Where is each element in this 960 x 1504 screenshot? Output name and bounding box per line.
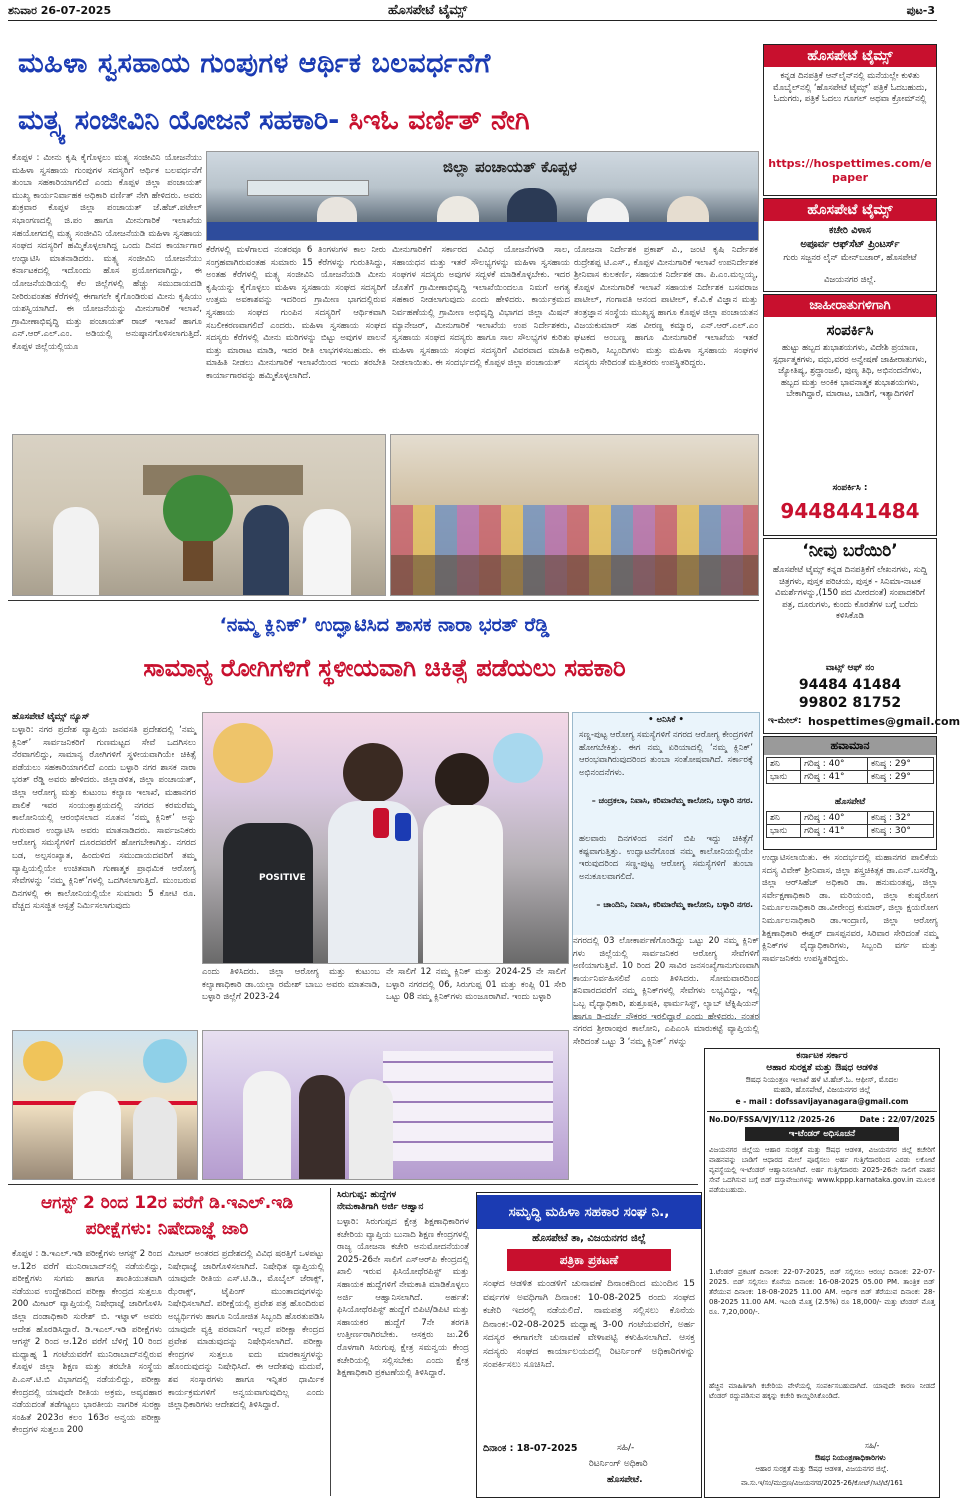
tender-dept: ಆಹಾರ ಸುರಕ್ಷತೆ ಮತ್ತು ಔಷಧ ಆಡಳಿತ (766, 1063, 878, 1073)
notice-town: ಹೊಸಪೇಟೆ. (607, 1475, 643, 1485)
opinion-quote1-by: – ಚಂದ್ರಕಲಾ, ನಿವಾಸಿ, ಕರಿಮಾರೆಮ್ಮ ಕಾಲೋನಿ, ಬಳ್ಳಾರಿ ನಗರ. (591, 796, 753, 805)
clinic-col4: ನಗರದಲ್ಲಿ 03 ಲೋಕಾರ್ಪಣೆಗೊಂಡಿದ್ದು ಒಟ್ಟು 20 ನಮ್ಮ ಕ್ಲಿನಿಕ್ ಗಳು ಜಿಲ್ಲೆಯಲ್ಲಿ ಸಾರ್ವಜನಿಕರ ಆರೋಗ್ಯ ಸೇವೆಗಳಿಗೆ ಅಣಿಯಾಗುತ್ತಿವೆ. 10 ರಿಂದ 20 ಸಾವಿರ ಜನಸಂಖ್ಯೆಗಾನುಗುಣವಾಗಿ ಕಾರ್ಯನಿರ್ವಹಿಸಲಿವೆ ಎಂದು ತಿಳಿಸಿದರು. ಸೋಮವಾರದಿಂದ ಶನಿವಾರದವರೆಗೆ ನಮ್ಮ ಕ್ಲಿನಿಕ್‌ಗಳಲ್ಲಿ ಸೇವೆಗಳು ಲಭ್ಯವಿದ್ದು, ಇಲ್ಲಿ ಒಬ್ಬ ವೈದ್ಯಾಧಿಕಾರಿ, ಶುಶ್ರೂಷಕಿ, ಫಾರ್ಮಸಿಸ್ಟ್, ಲ್ಯಾಬ್ ಟೆಕ್ನಿಷಿಯನ್ ಹಾಗೂ ಡಿ-ದರ್ಜೆ ನೌಕರರ ಇರಲಿದ್ದಾರೆ ಎಂದು ಹೇಳಿದರು. ನಂತರ ನಗರದ ಶ್ರೀರಾಂಪುರ ಕಾಲೋನಿ, ಎಪಿಎಂಸಿ ಮಾರುಕಟ್ಟೆ ವ್ಯಾಪ್ತಿಯಲ್ಲಿ ಸೇರಿದಂತೆ ಒಟ್ಟು 3 ‘ನಮ್ಮ ಕ್ಲಿನಿಕ್’ ಗಳನ್ನು (573, 936, 759, 1047)
exam-col2: ಮೀಟರ್ ಅಂತರದ ಪ್ರದೇಶದಲ್ಲಿ ವಿವಿಧ ಷರತ್ತಿಗೆ ಒಳಪಟ್ಟು ನಿಷೇಧಾಜ್ಞೆ ಜಾರಿಗೊಳಿಸಲಾಗಿದೆ. ನಿಷೇಧಿತ ವ್ಯಾಪ್ತಿಯಲ್ಲಿ ಯಾವುದೇ ರೀತಿಯ ಎಸ್.ಟಿ.ಡಿ., ಮೊಬೈಲ್ ಜೆರಾಕ್ಸ್, ಝೆರಾಕ್ಸ್, ಟೈಪಿಂಗ್ ಮುಂತಾದವುಗಳನ್ನು ನಿಷೇಧಿಸಲಾಗಿದೆ. ಪರೀಕ್ಷೆಯಲ್ಲಿ ಪ್ರವೇಶ ಪತ್ರ ಹೊಂದಿರುವ ಅಭ್ಯರ್ಥಿಗಳು ಹಾಗೂ ನಿಯೋಜಿತ ಸಿಬ್ಬಂದಿ ಹೊರತುಪಡಿಸಿ ಯಾವುದೇ ವ್ಯಕ್ತಿ ಪರವಾನಿಗೆ ಇಲ್ಲದೆ ಪರೀಕ್ಷಾ ಕೇಂದ್ರದ ಪ್ರವೇಶ ಮಾಡುವುದನ್ನು ನಿಷೇಧಿಸಲಾಗಿದೆ. ಪರೀಕ್ಷಾ ಕೇಂದ್ರಗಳ ಸುತ್ತಲೂ ಐದು ಮಾರಕಾಸ್ತ್ರಗಳನ್ನು ಹೊಂದುವುದನ್ನು ನಿಷೇಧಿಸಿದೆ. ಈ ಆದೇಶವು ಮದುವೆ, ಶವ ಸಂಸ್ಕಾರಗಳು ಹಾಗೂ ಇನ್ನಿತರ ಧಾರ್ಮಿಕ ಕಾರ್ಯಕ್ರಮಗಳಿಗೆ ಅನ್ವಯವಾಗುವುದಿಲ್ಲ ಎಂದು ಜಿಲ್ಲಾಧಿಕಾರಿಗಳು ಆದೇಶದಲ್ಲಿ ತಿಳಿಸಿದ್ದಾರೆ. (168, 1249, 324, 1411)
section-divider (8, 600, 759, 601)
weather-row (767, 758, 934, 771)
write-title: ‘ನೀವು ಬರೆಯಿರಿ’ (802, 541, 898, 561)
weather-max: ಗರಿಷ್ಠ : 41° (801, 825, 868, 838)
tender-ref: No.DO/FSSA/VJY/112 /2025-26 (709, 1115, 835, 1124)
office-ad (763, 198, 937, 292)
clinic-kicker: ‘ನಮ್ಮ ಕ್ಲಿನಿಕ್’ ಉದ್ಘಾಟಿಸಿದ ಶಾಸಕ ನಾರಾ ಭರತ್ ರೆಡ್ಡಿ (219, 614, 550, 636)
weather-day: ಶನಿ (767, 812, 801, 825)
exam-headline1: ಆಗಸ್ಟ್ 2 ರಿಂದ 12ರ ವರೆಗೆ ಡಿ.ಇಎಲ್.ಇಡಿ (40, 1193, 294, 1213)
weather-day: ಶನಿ (767, 758, 801, 771)
epaper-url[interactable]: https://hospettimes.com/epaper (768, 157, 932, 184)
clinic-byline: ಹೊಸಪೇಟೆ ಟೈಮ್ಸ್ ನ್ಯೂಸ್ (12, 712, 90, 722)
write-body: ಹೊಸಪೇಟೆ ಟೈಮ್ಸ್ ಕನ್ನಡ ದಿನಪತ್ರಿಕೆಗೆ ಲೇಖನಗಳು, ಸುದ್ದಿ ಚಿತ್ರಗಳು, ಪುಸ್ತಕ ಪರಿಚಯ, ಪುಸ್ತಕ - ಸಿನಿಮಾ-ನಾಟಕ ವಿಮರ್ಶೆಗಳನ್ನು,(150 ಪದ ಮೀರದಂತೆ) ಸಂಪಾದಕರಿಗೆ ಪತ್ರ, ದೂರುಗಳು, ಕುಂದು ಕೊರತೆಗಳ ಬಗ್ಗೆ ಬರೆದು ಕಳಿಸಿಕೊಡಿ (772, 565, 928, 621)
opinion-quote2-by: – ಚಾಂದಿನಿ, ನಿವಾಸಿ, ಕರಿಮಾರೆಮ್ಮ ಕಾಲೋನಿ, ಬಳ್ಳಾರಿ ನಗರ. (596, 900, 753, 909)
notice-place: ಹೊಸಪೇಟೆ ತಾ, ವಿಜಯನಗರ ಜಿಲ್ಲೆ (532, 1233, 646, 1244)
tender-govt: ಕರ್ನಾಟಕ ಸರ್ಕಾರ (796, 1051, 848, 1061)
bottom-divider (8, 1184, 698, 1185)
weather-day: ಭಾನು (767, 825, 801, 838)
office-address: ಗುರು ಸಜ್ಜನರ ಲೈನ್ ಮೇನ್‌ಬಜಾರ್, ಹೊಸಪೇಟೆ (783, 253, 917, 263)
clinic-col1: ಬಳ್ಳಾರಿ: ನಗರ ಪ್ರದೇಶ ವ್ಯಾಪ್ತಿಯ ಜನವಸತಿ ಪ್ರದೇಶದಲ್ಲಿ ‘ನಮ್ಮ ಕ್ಲಿನಿಕ್’ ಸಾರ್ವಜನಿಕರಿಗೆ ಗುಣಮಟ್ಟದ ಸೇವೆ ಒದಗಿಸಲು ನೆರವಾಗಲಿದ್ದು, ಸಾಮಾನ್ಯ ರೋಗಿಗಳಿಗೆ ಸ್ಥಳೀಯವಾಗಿಯೇ ಚಿಕಿತ್ಸೆ ಪಡೆಯಲು ಸಹಕಾರಿಯಾಗಲಿದೆ ಎಂದು ಬಳ್ಳಾರಿ ನಗರ ಶಾಸಕ ನಾರಾ ಭರತ್ ರೆಡ್ಡಿ ಅವರು ಹೇಳಿದರು. ಜಿಲ್ಲಾಡಳಿತ, ಜಿಲ್ಲಾ ಪಂಚಾಯತ್, ಜಿಲ್ಲಾ ಆರೋಗ್ಯ ಮತ್ತು ಕುಟುಂಬ ಕಲ್ಯಾಣ ಇಲಾಖೆ, ಮಹಾನಗರ ಪಾಲಿಕೆ ಇವರ ಸಂಯುಕ್ತಾಶ್ರಯದಲ್ಲಿ ನಗರದ ಕರಮರೆಮ್ಮ ಕಾಲೋನಿಯಲ್ಲಿ ಆರಂಭಿಸಲಾದ ನೂತನ ‘ನಮ್ಮ ಕ್ಲಿನಿಕ್’ ಅನ್ನು ಗುರುವಾರ ಉದ್ಘಾಟಿಸಿ ಅವರು ಮಾತನಾಡಿದರು. ಸಾರ್ವಜನಿಕರು ಆರೋಗ್ಯ ಸಮಸ್ಯೆಗಳಿಗೆ ದೂರದವರೆಗೆ ಹೋಗಬೇಕಾಗಿತ್ತು. ನಗರದ ಬಡ, ಅಲ್ಪಸಂಖ್ಯಾತ, ಹಿಂದುಳಿದ ಸಮುದಾಯದವರಿಗೆ ತಮ್ಮ ವ್ಯಾಪ್ತಿಯಲ್ಲಿಯೇ ಉಚಿತವಾಗಿ ಗುಣಾತ್ಮಕ ಪ್ರಾಥಮಿಕ ಆರೋಗ್ಯ ಸೇವೆಗಳನ್ನು ‘ನಮ್ಮ ಕ್ಲಿನಿಕ್’ಗಳಲ್ಲಿ ಒದಗಿಸಲಾಗುತ್ತಿದೆ. ಮುಂಬರುವ ದಿನಗಳಲ್ಲಿ ಈ ಕಾಲೋನಿಯಲ್ಲಿಯೇ ಸುಮಾರು 5 ಕೋಟಿ ರೂ. ವೆಚ್ಚದ ಸುಸಜ್ಜಿತ ಆಸ್ಪತ್ರೆ ನಿರ್ಮಿಸಲಾಗುವುದು (12, 725, 196, 912)
top-story-col3: ಮೀನುಗಾರಿಕೆಗೆ ಸರ್ಕಾರದ ವಿವಿಧ ಯೋಜನೆಗಳಡಿ ಸಾಲ, ಸಹಾಯಧನ ಮತ್ತು ಇತರೆ ಸೌಲಭ್ಯಗಳನ್ನು ಮಹಿಳಾ ಸ್ವಸಹಾಯ ಸಂಘಗಳ ಸದಸ್ಯರು ಅವುಗಳ ಸದ್ಬಳಕೆ ಮಾಡಿಕೊಳ್ಳಬೇಕು. ಇದರ ಜೊತೆಗೆ ಗ್ರಾಮೀಣಾಭಿವೃದ್ಧಿ ಇಲಾಖೆಯಿಂದಲೂ ನಿಮಗೆ ಅಗತ್ಯ ಸಹಕಾರ ನೀಡಲಾಗುವುದು ಎಂದು ಹೇಳಿದರು. ಕಾರ್ಯಕ್ರಮದ ನಿರ್ವಹಣೆಯಲ್ಲಿ ಗ್ರಾಮೀಣ ಅಭಿವೃದ್ಧಿ ವಿಭಾಗದ ಜಿಲ್ಲಾ ಮಿಷನ್ ಮ್ಯಾನೇಜರ್, ಮೀನುಗಾರಿಕೆ ಇಲಾಖೆಯ ಉಪ ನಿರ್ದೇಶಕರು, ಸ್ವಸಹಾಯ ಸಂಘದ ಸದಸ್ಯರು ಹಾಗೂ ಸಾಲ ಸೌಲಭ್ಯಗಳ ಕುರಿತು ಮಹಿಳಾ ಸ್ವಸಹಾಯ ಸಂಘದ ಸದಸ್ಯರಿಗೆ ವಿವರವಾದ ಮಾಹಿತಿ ನೀಡಲಾಯಿತು. ಈ ಸಂದರ್ಭದಲ್ಲಿ ಕೊಪ್ಪಳ ಜಿಲ್ಲಾ ಪಂಚಾಯತ್ (392, 245, 570, 369)
advert-title: ಜಾಹೀರಾತುಗಳಿಗಾಗಿ (764, 295, 936, 317)
top-headline-main: ಮತ್ಸ್ಯ ಸಂಜೀವಿನಿ ಯೋಜನೆ ಸಹಕಾರಿ- (18, 105, 349, 136)
top-story-col4: ಯೋಜನಾ ನಿರ್ದೇಶಕ ಪ್ರಕಾಶ್ ವಿ., ಜಂಟಿ ಕೃಷಿ ನಿರ್ದೇಶಕ ರುದ್ರೇಶಪ್ಪ ಟಿ.ಎಸ್., ಕೊಪ್ಪಳ ಮೀನುಗಾರಿಕೆ ಇಲಾಖೆ ಉಪನಿರ್ದೇಶಕ ಶ್ರೀನಿವಾಸ ಕುಲಕರ್ಣಿ, ಸಹಾಯಕ ನಿರ್ದೇಶಕ ಡಾ. ಪಿ.ಎಂ.ಮಲ್ಲಯ್ಯ, ಕೊಪ್ಪಳ ಮೀನುಗಾರಿಕೆ ಇಲಾಖೆ ಸಹಾಯಕ ನಿರ್ದೇಶಕ ಬಸವರಾಜ ಪಾಟೀಲ್, ಗಂಗಾವತಿ ಆನಂದ ಪಾಟೀಲ್, ಕೆ.ವಿ.ಕೆ ವಿಜ್ಞಾನ ಮತ್ತು ತಂತ್ರಜ್ಞಾನ ಸಂಸ್ಥೆಯ ಮುಖ್ಯಸ್ಥ ಹಾಗೂ ಕೊಪ್ಪಳ ಜಿಲ್ಲಾ ಪಂಚಾಯತನ ವಿಜಯಕುಮಾರ್ ಸಹ ವೀರಣ್ಣ ಕಮ್ಮಾರ, ಎನ್.ಆರ್.ಎಲ್.ಎಂ ಘಟಕದ ಅಂಬಣ್ಣ ಹಾಗೂ ಮೀನುಗಾರಿಕೆ ಇಲಾಖೆಯ ಇತರೆ ಅಧಿಕಾರಿ, ಸಿಬ್ಬಂದಿಗಳು ಮತ್ತು ಮಹಿಳಾ ಸ್ವಸಹಾಯ ಸಂಘಗಳ ಸದಸ್ಯರು ಸೇರಿದಂತೆ ಮತ್ತಿತರರು ಉಪಸ್ಥಿತರಿದ್ದರು. (574, 245, 758, 369)
tender-body3: ಹೆಚ್ಚಿನ ಮಾಹಿತಿಗಾಗಿ ಕಚೇರಿಯ ವೇಳೆಯಲ್ಲಿ ಸಂಪರ್ಕಿಸಬಹುದಾಗಿದೆ. ಯಾವುದೇ ಕಾರಣ ನೀಡದೆ ಟೆಂಡರ್ ರದ್ದುಪಡಿಸುವ ಹಕ್ಕನ್ನು ಕಚೇರಿ ಕಾಯ್ದಿರಿಸಿಕೊಂಡಿದೆ. (709, 1382, 935, 1400)
opinion-quote2: ಹಲವಾರು ದಿನಗಳಿಂದ ನನಗೆ ಬಿಪಿ ಇದ್ದು ಚಿಕಿತ್ಸೆಗೆ ಕಷ್ಟವಾಗುತ್ತಿತ್ತು. ಉದ್ಘಾಟನೆಗೊಂಡ ನಮ್ಮ ಕಾಲೋನಿಯಲ್ಲಿಯೇ ಇರುವುದರಿಂದ ಸಣ್ಣ-ಪುಟ್ಟ ಆರೋಗ್ಯ ಸಮಸ್ಯೆಗಳಿಗೆ ತುಂಬಾ ಅನುಕೂಲವಾಗಲಿದೆ. (579, 834, 753, 882)
weather-title: ಹವಾಮಾನ (764, 737, 936, 755)
mic-label: POSITIVE (259, 873, 306, 883)
weather-min: ಕನಿಷ್ಠ : 32° (867, 812, 933, 825)
weather-row (767, 771, 934, 784)
advert-body: ಹುಟ್ಟು ಹಬ್ಬದ ಶುಭಾಶಯಗಳು, ವಿದೇಶಿ ಪ್ರಯಾಣ, ಸ್ಪರ್ಧಾತ್ಮಕಗಳು, ವಧು,ವರರ ಅನ್ವೇಷಣೆ ಜಾಹೀರಾತುಗಳು, ಜ್ಯೋತಿಷ್ಯ, ಶ್ರದ್ಧಾಂಜಲಿ, ಪುಣ್ಯ ತಿಥಿ, ಅಭಿನಂದನೆಗಳು, ಹಬ್ಬದ ಮತ್ತು ಅಂಕಿಕ ಭಾವನಾತ್ಮಕ ಶುಭಾಶಯಗಳು, ಬೇಕಾಗಿದ್ದಾರೆ, ಮಾರಾಟ, ಬಾಡಿಗೆ, ಇತ್ಯಾದಿಗಳಿಗೆ (772, 343, 927, 399)
notice-title: ಸಮೃದ್ಧಿ ಮಹಿಳಾ ಸಹಕಾರ ಸಂಘ ನಿ., (477, 1195, 701, 1229)
notice-body: ಸಂಘದ ಆಡಳಿತ ಮಂಡಳಿಗೆ ಚುನಾವಣೆ ದಿನಾಂಕದಿಂದ ಮುಂದಿನ 15 ವರ್ಷಗಳ ಅವಧಿಗಾಗಿ ದಿನಾಂಕ: 10-08-2025 ರಂದು ಸಂಘದ ಕಚೇರಿ ಇದರಲ್ಲಿ ನಡೆಯಲಿದೆ. ನಾಮಪತ್ರ ಸಲ್ಲಿಸಲು ಕೊನೆಯ ದಿನಾಂಕ:-02-08-2025 ಮಧ್ಯಾಹ್ನ 3-00 ಗಂಟೆಯವರೆಗೆ, ಅರ್ಹ ಸದಸ್ಯರ ಈಗಾಗಲೇ ಚುನಾವಣೆ ವೇಳಾಪಟ್ಟಿ ಕಳುಹಿಸಲಾಗಿದೆ. ಆಸಕ್ತ ಸದಸ್ಯರು ಸಂಘದ ಕಾರ್ಯಾಲಯದಲ್ಲಿ ರಿಟರ್ನಿಂಗ್ ಅಧಿಕಾರಿಗಳನ್ನು ಸಂಪರ್ಕಿಸಲು ಸೂಚಿಸಿದೆ. (483, 1278, 695, 1370)
notice-label: ಪತ್ರಿಕಾ ಪ್ರಕಟಣೆ (507, 1249, 671, 1271)
weather-table2 (766, 811, 934, 838)
clinic-press-photo (202, 712, 569, 964)
write-to-us-box (763, 538, 960, 734)
weather-day: ಭಾನು (767, 771, 801, 784)
office-label: ಕಚೇರಿ ವಿಳಾಸ (829, 225, 871, 236)
tender-sign2: ಔಷಧ ನಿಯಂತ್ರಣಾಧಿಕಾರಿಗಳು (815, 1453, 886, 1462)
ribbon-cutting-photo (12, 1030, 198, 1180)
tender-body2: 1.ಟೆಂಡರ್ ಪ್ರಕಟಣೆ ದಿನಾಂಕ: 22-07-2025, ಬಿಡ್ ಸಲ್ಲಿಸಲು ಆರಂಭ ದಿನಾಂಕ: 22-07-2025. ಬಿಡ್ ಸಲ್ಲಿಸಲು ಕೊನೆಯ ದಿನಾಂಕ: 16-08-2025 05.00 PM. ತಾಂತ್ರಿಕ ಬಿಡ್ ತೆರೆಯುವ ದಿನಾಂಕ: 18-08-2025 11.00 AM. ಆರ್ಥಿಕ ಬಿಡ್ ತೆರೆಯುವ ದಿನಾಂಕ: 28-08-2025 11.00 AM. ಇಎಂಡಿ ಮೊತ್ತ (2.5%) ರೂ 18,000/- ಮತ್ತು ಟೆಂಡರ್ ಮೊತ್ತ ರೂ. 7,20,000/-. (709, 1268, 935, 1316)
opinion-quote1: ಸಣ್ಣ-ಪುಟ್ಟ ಆರೋಗ್ಯ ಸಮಸ್ಯೆಗಳಿಗೆ ನಗರದ ಆರೋಗ್ಯ ಕೇಂದ್ರಗಳಿಗೆ ಹೋಗಬೇಕಿತ್ತು. ಈಗ ನಮ್ಮ ಏರಿಯಾದಲ್ಲಿ ‘ನಮ್ಮ ಕ್ಲಿನಿಕ್’ ಆರಂಭವಾಗಿರುವುದರಿಂದ ತುಂಬಾ ಸಂತೋಷವಾಗಿದೆ. ಸರ್ಕಾರಕ್ಕೆ ಅಭಿನಂದನೆಗಳು. (579, 730, 753, 778)
audience-photo (390, 434, 759, 596)
page-number: ಪುಟ-3 (906, 4, 935, 17)
weather-box (763, 736, 937, 850)
tender-office: ಔಷಧ ನಿಯಂತ್ರಣ ಇಲಾಖೆ ಹಳೆ ಟಿ.ಹೆಚ್.ಓ. ಆಫೀಸ್, ಮೊದಲ (745, 1075, 899, 1084)
weather-min: ಕನಿಷ್ಠ : 29° (867, 771, 933, 784)
meeting-photo (206, 151, 759, 241)
opinion-label: • ಅನಿಸಿಕೆ • (648, 715, 684, 725)
plant-inauguration-photo (12, 434, 386, 596)
advert-contact-label: ಸಂಪರ್ಕಿಸಿ : (832, 483, 868, 493)
write-phone2[interactable]: 99802 81752 (798, 695, 902, 711)
write-email-label: ಇ-ಮೇಲ್: (768, 716, 802, 726)
pharmacy-photo (202, 1030, 569, 1180)
office-printer: ಅಪೂರ್ವ ಆಫ್‌ಸೆಟ್ ಪ್ರಿಂಟರ್ಸ್ (800, 239, 900, 250)
weather-max: ಗರಿಷ್ಠ : 40° (801, 758, 868, 771)
tender-email: e - mail : dofssavijayanagara@gmail.com (735, 1097, 909, 1106)
advert-phone[interactable]: 9448441484 (780, 499, 920, 523)
opinion-box (572, 712, 760, 1047)
siruguppa-subtitle: ನೇಮಕಾತಿಗಾಗಿ ಅರ್ಜಿ ಆಹ್ವಾನ (337, 1202, 424, 1212)
weather-row (767, 812, 934, 825)
write-whatsapp-label: ವಾಟ್ಸ್ ಆಫ್ ನಂ (825, 663, 875, 673)
tender-sign1: ಸಹಿ/- (865, 1441, 880, 1450)
clinic-col3: ನೇ ಸಾಲಿಗೆ 12 ನಮ್ಮ ಕ್ಲಿನಿಕ್ ಮತ್ತು 2024-25 ನೇ ಸಾಲಿಗೆ ಬಳ್ಳಾರಿ ನಗರದಲ್ಲಿ 06, ಸಿರುಗುಪ್ಪ 01 ಮತ್ತು ಕಂಪ್ಲಿ 01 ಸೇರಿ ಒಟ್ಟು 08 ನಮ್ಮ ಕ್ಲಿನಿಕ್‌ಗಳು ಮಂಜೂರಾಗಿವೆ. ಇಂದು ಬಳ್ಳಾರಿ (386, 967, 566, 1003)
siruguppa-title: ಸಿರುಗುಪ್ಪ: ಹುದ್ದೆಗಳ (337, 1190, 397, 1200)
office-district: ವಿಜಯನಗರ ಜಿಲ್ಲೆ. (823, 275, 877, 285)
advert-contact-box (763, 294, 937, 536)
tender-label: ಇ-ಟೆಂಡರ್ ಅಧಿಸೂಚನೆ (745, 1127, 899, 1141)
siruguppa-box (330, 1188, 473, 1496)
tender-footer: ವಾ.ಸು.ಇ/ಸಂ/ಮುದ್ರಣ/ವಿಜಯನಗರ/2025-26/ಕೋಟ್/ಸಿಟಿ/ಟೆ/161 (740, 1479, 904, 1487)
tender-body1: ವಿಜಯನಗರ ಜಿಲ್ಲೆಯ ಆಹಾರ ಸುರಕ್ಷತೆ ಮತ್ತು ಔಷಧ ಆಡಳಿತ, ವಿಜಯನಗರ ಜಿಲ್ಲೆ ಕಚೇರಿಗೆ ವಾಹನವನ್ನು ಬಾಡಿಗೆ ಆಧಾರದ ಮೇಲೆ ಪೂರೈಸಲು ಅರ್ಹ ಗುತ್ತಿಗೆದಾರರಿಂದ ಎರಡು ಲಕೋಟೆ ವ್ಯವಸ್ಥೆಯಲ್ಲಿ ಇ-ಟೆಂಡರ್ ಆಹ್ವಾನಿಸಲಾಗಿದೆ. ಅರ್ಹ ಗುತ್ತಿಗೆದಾರರು 2025-26ನೇ ಸಾಲಿಗೆ ವಾಹನ ಸೇವೆ ಒದಗಿಸುವ ಬಗ್ಗೆ ಬಿಡ್ ದಸ್ತಾವೇಜುಗಳನ್ನು www.kppp.karnataka.gov.in ಮೂಲಕ ಪಡೆಯಬಹುದು. (709, 1146, 935, 1194)
weather-row (767, 825, 934, 838)
office-ad-title: ಹೊಸಪೇಟೆ ಟೈಮ್ಸ್ (764, 199, 936, 221)
clinic-col2: ಎಂದು ತಿಳಿಸಿದರು. ಜಿಲ್ಲಾ ಆರೋಗ್ಯ ಮತ್ತು ಕುಟುಂಬ ಕಲ್ಯಾಣಾಧಿಕಾರಿ ಡಾ.ಯಲ್ಲಾ ರಮೇಶ್ ಬಾಬು ಅವರು ಮಾತನಾಡಿ, ಬಳ್ಳಾರಿ ಜಿಲ್ಲೆಗೆ 2023-24 (202, 967, 380, 1003)
top-headline-ceo: ಸಿಇಓ ವರ್ಣಿತ್ ನೇಗಿ (348, 105, 530, 136)
epaper-ad (763, 44, 937, 196)
tender-sign3: ಆಹಾರ ಸುರಕ್ಷತೆ ಮತ್ತು ಔಷಧ ಆಡಳಿತ, ವಿಜಯನಗರ ಜಿಲ್ಲೆ. (755, 1465, 889, 1473)
tender-office2: ಮಹಡಿ, ಹೊಸಪೇಟೆ, ವಿಜಯನಗರ ಜಿಲ್ಲೆ (773, 1085, 871, 1094)
notice-officer: ರಿಟರ್ನಿಂಗ್ ಅಧಿಕಾರಿ (589, 1459, 648, 1469)
exam-headline2: ಪರೀಕ್ಷೆಗಳು: ನಿಷೇದಾಜ್ಞೆ ಜಾರಿ (85, 1219, 249, 1239)
weather-city2: ಹೊಸಪೇಟೆ (834, 797, 866, 807)
write-phone1[interactable]: 94484 41484 (798, 677, 902, 693)
siruguppa-body: ಬಳ್ಳಾರಿ: ಸಿರುಗುಪ್ಪದ ಕ್ಷೇತ್ರ ಶಿಕ್ಷಣಾಧಿಕಾರಿಗಳ ಕಚೇರಿಯ ವ್ಯಾಪ್ತಿಯ ಬುನಾದಿ ಶಿಕ್ಷಣ ಕೇಂದ್ರಗಳಲ್ಲಿ ರಾಜ್ಯ ಯೋಜನಾ ಕಚೇರಿ ಅನುಮೋದನೆಯಂತೆ 2025-26ನೇ ಸಾಲಿಗೆ ಎಸ್‌ಆರ್‌ಪಿ ಕೇಂದ್ರದಲ್ಲಿ ಖಾಲಿ ಇರುವ ಫಿಸಿಯೋಥೆರಪಿಸ್ಟ್ ಮತ್ತು ಸಹಾಯಕ ಹುದ್ದೆಗಳಿಗೆ ನೇಮಕಾತಿ ಮಾಡಿಕೊಳ್ಳಲು ಅರ್ಜಿ ಆಹ್ವಾನಿಸಲಾಗಿದೆ. ಅರ್ಹತೆ: ಫಿಸಿಯೋಥೆರಪಿಸ್ಟ್ ಹುದ್ದೆಗೆ ಬಿಪಿಟಿ/ಡಿಪಿಟಿ ಮತ್ತು ಸಹಾಯಕರ ಹುದ್ದೆಗೆ 7ನೇ ತರಗತಿ ಉತ್ತೀರ್ಣರಾಗಿರಬೇಕು. ಆಸಕ್ತರು ಜು.26 ರೊಳಗಾಗಿ ಸಿರುಗುಪ್ಪ ಕ್ಷೇತ್ರ ಸಮನ್ವಯ ಕೇಂದ್ರ ಕಚೇರಿಯಲ್ಲಿ ಸಲ್ಲಿಸಬೇಕು ಎಂದು ಕ್ಷೇತ್ರ ಶಿಕ್ಷಣಾಧಿಕಾರಿ ಪ್ರಕಟಣೆಯಲ್ಲಿ ತಿಳಿಸಿದ್ದಾರೆ. (337, 1217, 470, 1379)
write-email[interactable]: hospettimes@gmail.com (808, 715, 960, 728)
masthead (8, 4, 937, 21)
top-story-col2: ಕೆರೆಗಳಲ್ಲಿ ಮಳೆಗಾಲದ ನಂತರವೂ 6 ತಿಂಗಳುಗಳ ಕಾಲ ನೀರು ಸಂಗ್ರಹವಾಗಿರುವಂತಹ ಸುಮಾರು 15 ಕೆರೆಗಳನ್ನು ಗುರುತಿಸಿದ್ದು, ಅಂತಹ ಕೆರೆಗಳಲ್ಲಿ ಮತ್ಸ್ಯ ಸಂಜೀವಿನಿ ಯೋಜನೆಯಡಿ ಮೀನು ಕೃಷಿಯನ್ನು ಕೈಗೊಳ್ಳಲು ಮಹಿಳಾ ಸ್ವಸಹಾಯ ಸಂಘದ ಸದಸ್ಯರಿಗೆ ಉತ್ತಮ ಅವಕಾಶವನ್ನು ಇದರಿಂದ ಗ್ರಾಮೀಣ ಭಾಗದಲ್ಲಿರುವ ಸ್ವಸಹಾಯ ಸಂಘದ ಗುಂಪಿನ ಸದಸ್ಯರಿಗೆ ಆರ್ಥಿಕವಾಗಿ ಸಬಲೀಕರಣವಾಗಲಿದೆ ಎಂದರು. ಮಹಿಳಾ ಸ್ವಸಹಾಯ ಸಂಘದ ಸದಸ್ಯರು ಕೆರೆಗಳಲ್ಲಿ ಮೀನು ಮರಿಗಳನ್ನು ಬಿಟ್ಟು ಅವುಗಳ ಪಾಲನೆ ಮತ್ತು ಮಾರಾಟ ಮಾಡಿ, ಇದರ ರೀತಿ ಲಾಭಗಳಿಸಬಹುದು. ಈ ಮಾಹಿತಿ ನೀಡಲು ಮೀನುಗಾರಿಕೆ ಇಲಾಖೆಯಿಂದ ಇಂದು ತರಬೇತಿ ಕಾರ್ಯಾಗಾರವನ್ನು ಹಮ್ಮಿಕೊಳ್ಳಲಾಗಿದೆ. (206, 245, 386, 381)
notice-sign: ಸಹಿ/- (617, 1443, 635, 1453)
top-headline-line1: ಮಹಿಳಾ ಸ್ವಸಹಾಯ ಗುಂಪುಗಳ ಆರ್ಥಿಕ ಬಲವರ್ಧನೆಗೆ (18, 48, 491, 79)
tender-box (704, 1048, 940, 1498)
weather-min: ಕನಿಷ್ಠ : 30° (867, 825, 933, 838)
notice-date: ದಿನಾಂಕ : 18-07-2025 (483, 1443, 578, 1454)
top-story-col1: ಕೊಪ್ಪಳ : ಮೀನು ಕೃಷಿ ಕೈಗೊಳ್ಳಲು ಮತ್ಸ್ಯ ಸಂಜೀವಿನಿ ಯೋಜನೆಯು ಮಹಿಳಾ ಸ್ವಸಹಾಯ ಗುಂಪುಗಳ ಸದಸ್ಯರಿಗೆ ಆರ್ಥಿಕ ಬಲವರ್ಧನೆಗೆ ತುಂಬಾ ಸಹಕಾರಿಯಾಗಲಿದೆ ಎಂದು ಕೊಪ್ಪಳ ಜಿಲ್ಲಾ ಪಂಚಾಯತ್ ಮುಖ್ಯ ಕಾರ್ಯನಿರ್ವಾಹಕ ಅಧಿಕಾರಿ ವರ್ಣಿತ್ ನೇಗಿ ಹೇಳಿದರು. ಅವರು ಶುಕ್ರವಾರ ಕೊಪ್ಪಳ ಜಿಲ್ಲಾ ಪಂಚಾಯತ್ ಜೆ.ಹೆಚ್.ಪಟೇಲ್ ಸಭಾಂಗಣದಲ್ಲಿ ಜಿ.ಪಂ ಹಾಗೂ ಮೀನುಗಾರಿಕೆ ಇಲಾಖೆಯ ಸಹಯೋಗದಲ್ಲಿ ಮತ್ಸ್ಯ ಸಂಜೀವಿನಿ ಯೋಜನೆಯಡಿ ಮಹಿಳಾ ಸ್ವಸಹಾಯ ಸಂಘದ ಸದಸ್ಯರಿಗೆ ಹಮ್ಮಿಕೊಳ್ಳಲಾಗಿದ್ದ ಒಂದು ದಿನದ ಕಾರ್ಯಾಗಾರ ಉದ್ಘಾಟಿಸಿ ಮಾತನಾಡಿದರು. ಮತ್ಸ್ಯ ಸಂಜೀವಿನಿ ಯೋಜನೆಯು ಕರ್ನಾಟಕದಲ್ಲಿ ಇದೊಂದು ಹೊಸ ಪ್ರಯೋಗವಾಗಿದ್ದು, ಈ ಯೋಜನೆಯಡಿಯಲ್ಲಿ ಕೆಲ ಜಿಲ್ಲೆಗಳಲ್ಲಿ ಹೆಚ್ಚು ಸಮುದಾಯದಡಿ ನೀರಿರುವಂತಹ ಕೆರೆಗಳಲ್ಲಿ ಈಗಾಗಲೇ ಕೈಗೊಂಡಿರುವ ಮೀನು ಕೃಷಿಯು ಯಶಸ್ವಿಯಾಗಿದೆ. ಈ ಯೋಜನೆಯನ್ನು ಮೀನುಗಾರಿಕೆ ಇಲಾಖೆ, ಗ್ರಾಮೀಣಾಭಿವೃದ್ಧಿ ಮತ್ತು ಪಂಚಾಯತ್ ರಾಜ್ ಇಲಾಖೆ ಹಾಗೂ ಎನ್.ಆರ್.ಎಲ್.ಎಂ. ಅಡಿಯಲ್ಲಿ ಅನುಷ್ಠಾನಗೊಳಿಸಲಾಗುತ್ತಿದೆ. ಕೊಪ್ಪಳ ಜಿಲ್ಲೆಯಲ್ಲಿಯೂ (12, 153, 202, 352)
issue-date: ಶನಿವಾರ 26-07-2025 (8, 4, 112, 17)
notice-box (476, 1192, 702, 1498)
clinic-headline: ಸಾಮಾನ್ಯ ರೋಗಿಗಳಿಗೆ ಸ್ಥಳೀಯವಾಗಿ ಚಿಕಿತ್ಸೆ ಪಡೆಯಲು ಸಹಕಾರಿ (143, 654, 626, 682)
paper-name: ಹೊಸಪೇಟೆ ಟೈಮ್ಸ್ (388, 3, 468, 18)
epaper-ad-body: ಕನ್ನಡ ದಿನಪತ್ರಿಕೆ ಆನ್‌ಲೈನ್‌ನಲ್ಲಿ ಮನೆಯಲ್ಲೇ ಕುಳಿತು ಮೊಬೈಲ್‌ನಲ್ಲಿ ‘ಹೊಸಪೇಟೆ ಟೈಮ್ಸ್’ ಪತ್ರಿಕೆ ಓದಬಹುದು, ಓದುಗರು, ಪತ್ರಿಕೆ ಓದಲು ಗೂಗಲ್ ಅಥವಾ ಕ್ರೋಮ್‌ನಲ್ಲಿ (772, 71, 928, 104)
weather-max: ಗರಿಷ್ಠ : 41° (801, 771, 868, 784)
weather-max: ಗರಿಷ್ಠ : 40° (801, 812, 868, 825)
weather-min: ಕನಿಷ್ಠ : 29° (867, 758, 933, 771)
advert-subtitle: ಸಂಪರ್ಕಿಸಿ (826, 321, 874, 339)
banner-text: ಜಿಲ್ಲಾ ಪಂಚಾಯತ್ ಕೊಪ್ಪಳ (443, 158, 577, 176)
tender-date: Date : 22/07/2025 (859, 1115, 935, 1124)
weather-table1 (766, 757, 934, 784)
exam-col1: ಕೊಪ್ಪಳ : ಡಿ.ಇಎಲ್.ಇಡಿ ಪರೀಕ್ಷೆಗಳು ಆಗಸ್ಟ್ 2 ರಿಂದ ಆ.12ರ ವರೆಗೆ ಮುನಿರಾಬಾದ್‌ನಲ್ಲಿ ನಡೆಯಲಿದ್ದು, ಪರೀಕ್ಷೆಗಳು ಸುಗಮ ಹಾಗೂ ಶಾಂತಿಯುತವಾಗಿ ನಡೆಯುವ ಉದ್ದೇಶದಿಂದ ಪರೀಕ್ಷಾ ಕೇಂದ್ರದ ಸುತ್ತಲೂ 200 ಮೀಟರ್ ವ್ಯಾಪ್ತಿಯಲ್ಲಿ ನಿಷೇಧಾಜ್ಞೆ ಜಾರಿಗೊಳಿಸಿ ಜಿಲ್ಲಾ ದಂಡಾಧಿಕಾರಿ ಸುರೇಶ್ ಬಿ. ಇಟ್ನಾಳ್ ಅವರು ಆದೇಶ ಹೊರಡಿಸಿದ್ದಾರೆ. ಡಿ.ಇಎಲ್.ಇಡಿ ಪರೀಕ್ಷೆಗಳು ಆಗಸ್ಟ್ 2 ರಿಂದ ಆ.12ರ ವರೆಗೆ ಬೆಳಿಗ್ಗೆ 10 ರಿಂದ ಮಧ್ಯಾಹ್ನ 1 ಗಂಟೆಯವರೆಗೆ ಮುನಿರಾಬಾದ್‌ನಲ್ಲಿರುವ ಕೊಪ್ಪಳ ಜಿಲ್ಲಾ ಶಿಕ್ಷಣ ಮತ್ತು ತರಬೇತಿ ಸಂಸ್ಥೆಯ ಪಿ.ಎಸ್.ಟಿ.ಬಿ ವಿಭಾಗದಲ್ಲಿ ನಡೆಯಲಿದ್ದು, ಪರೀಕ್ಷಾ ಕೇಂದ್ರದಲ್ಲಿ ಯಾವುದೇ ರೀತಿಯ ಅಕ್ರಮ, ಅವ್ಯವಹಾರ ನಡೆಯದಂತೆ ತಡೆಗಟ್ಟಲು ಭಾರತೀಯ ನಾಗರಿಕ ಸುರಕ್ಷಾ ಸಂಹಿತೆ 2023ರ ಕಲಂ 163ರ ಅನ್ವಯ ಪರೀಕ್ಷಾ ಕೇಂದ್ರಗಳ ಸುತ್ತಲೂ 200 (12, 1249, 162, 1436)
clinic-col5: ಉದ್ಘಾಟಿಸಲಾಯಿತು. ಈ ಸಂದರ್ಭದಲ್ಲಿ ಮಹಾನಗರ ಪಾಲಿಕೆಯ ಸದಸ್ಯ ವಿವೇಕ್ ಶ್ರೀನಿವಾಸ, ಜಿಲ್ಲಾ ಶಸ್ತ್ರಚಿಕಿತ್ಸಕ ಡಾ.ಎನ್.ಬಸರೆಡ್ಡಿ, ಜಿಲ್ಲಾ ಆರ್‌ಸಿಹೆಚ್ ಅಧಿಕಾರಿ ಡಾ. ಹನುಮಂತಪ್ಪ, ಜಿಲ್ಲಾ ಸರ್ವೇಕ್ಷಣಾಧಿಕಾರಿ ಡಾ. ಮರಿಯಂಬಿ, ಜಿಲ್ಲಾ ಕುಷ್ಠರೋಗ ನಿರ್ಮೂಲನಾಧಿಕಾರಿ ಡಾ.ವೀರೇಂದ್ರ ಕುಮಾರ್, ಜಿಲ್ಲಾ ಕ್ಷಯರೋಗ ನಿರ್ಮೂಲನಾಧಿಕಾರಿ ಡಾ.ಇಂದ್ರಾಣಿ, ಜಿಲ್ಲಾ ಆರೋಗ್ಯ ಶಿಕ್ಷಣಾಧಿಕಾರಿ ಈಶ್ವರ್ ದಾಸಪ್ಪನವರ, ಸಿರಿವಾರ ಸೇರಿದಂತೆ ನಮ್ಮ ಕ್ಲಿನಿಕ್‌ಗಳ ವೈದ್ಯಾಧಿಕಾರಿಗಳು, ಸಿಬ್ಬಂದಿ ವರ್ಗ ಮತ್ತು ಸಾರ್ವಜನಿಕರು ಉಪಸ್ಥಿತರಿದ್ದರು. (762, 853, 938, 964)
epaper-ad-title: ಹೊಸಪೇಟೆ ಟೈಮ್ಸ್ (764, 45, 936, 67)
top-headline-line2 (18, 101, 758, 141)
